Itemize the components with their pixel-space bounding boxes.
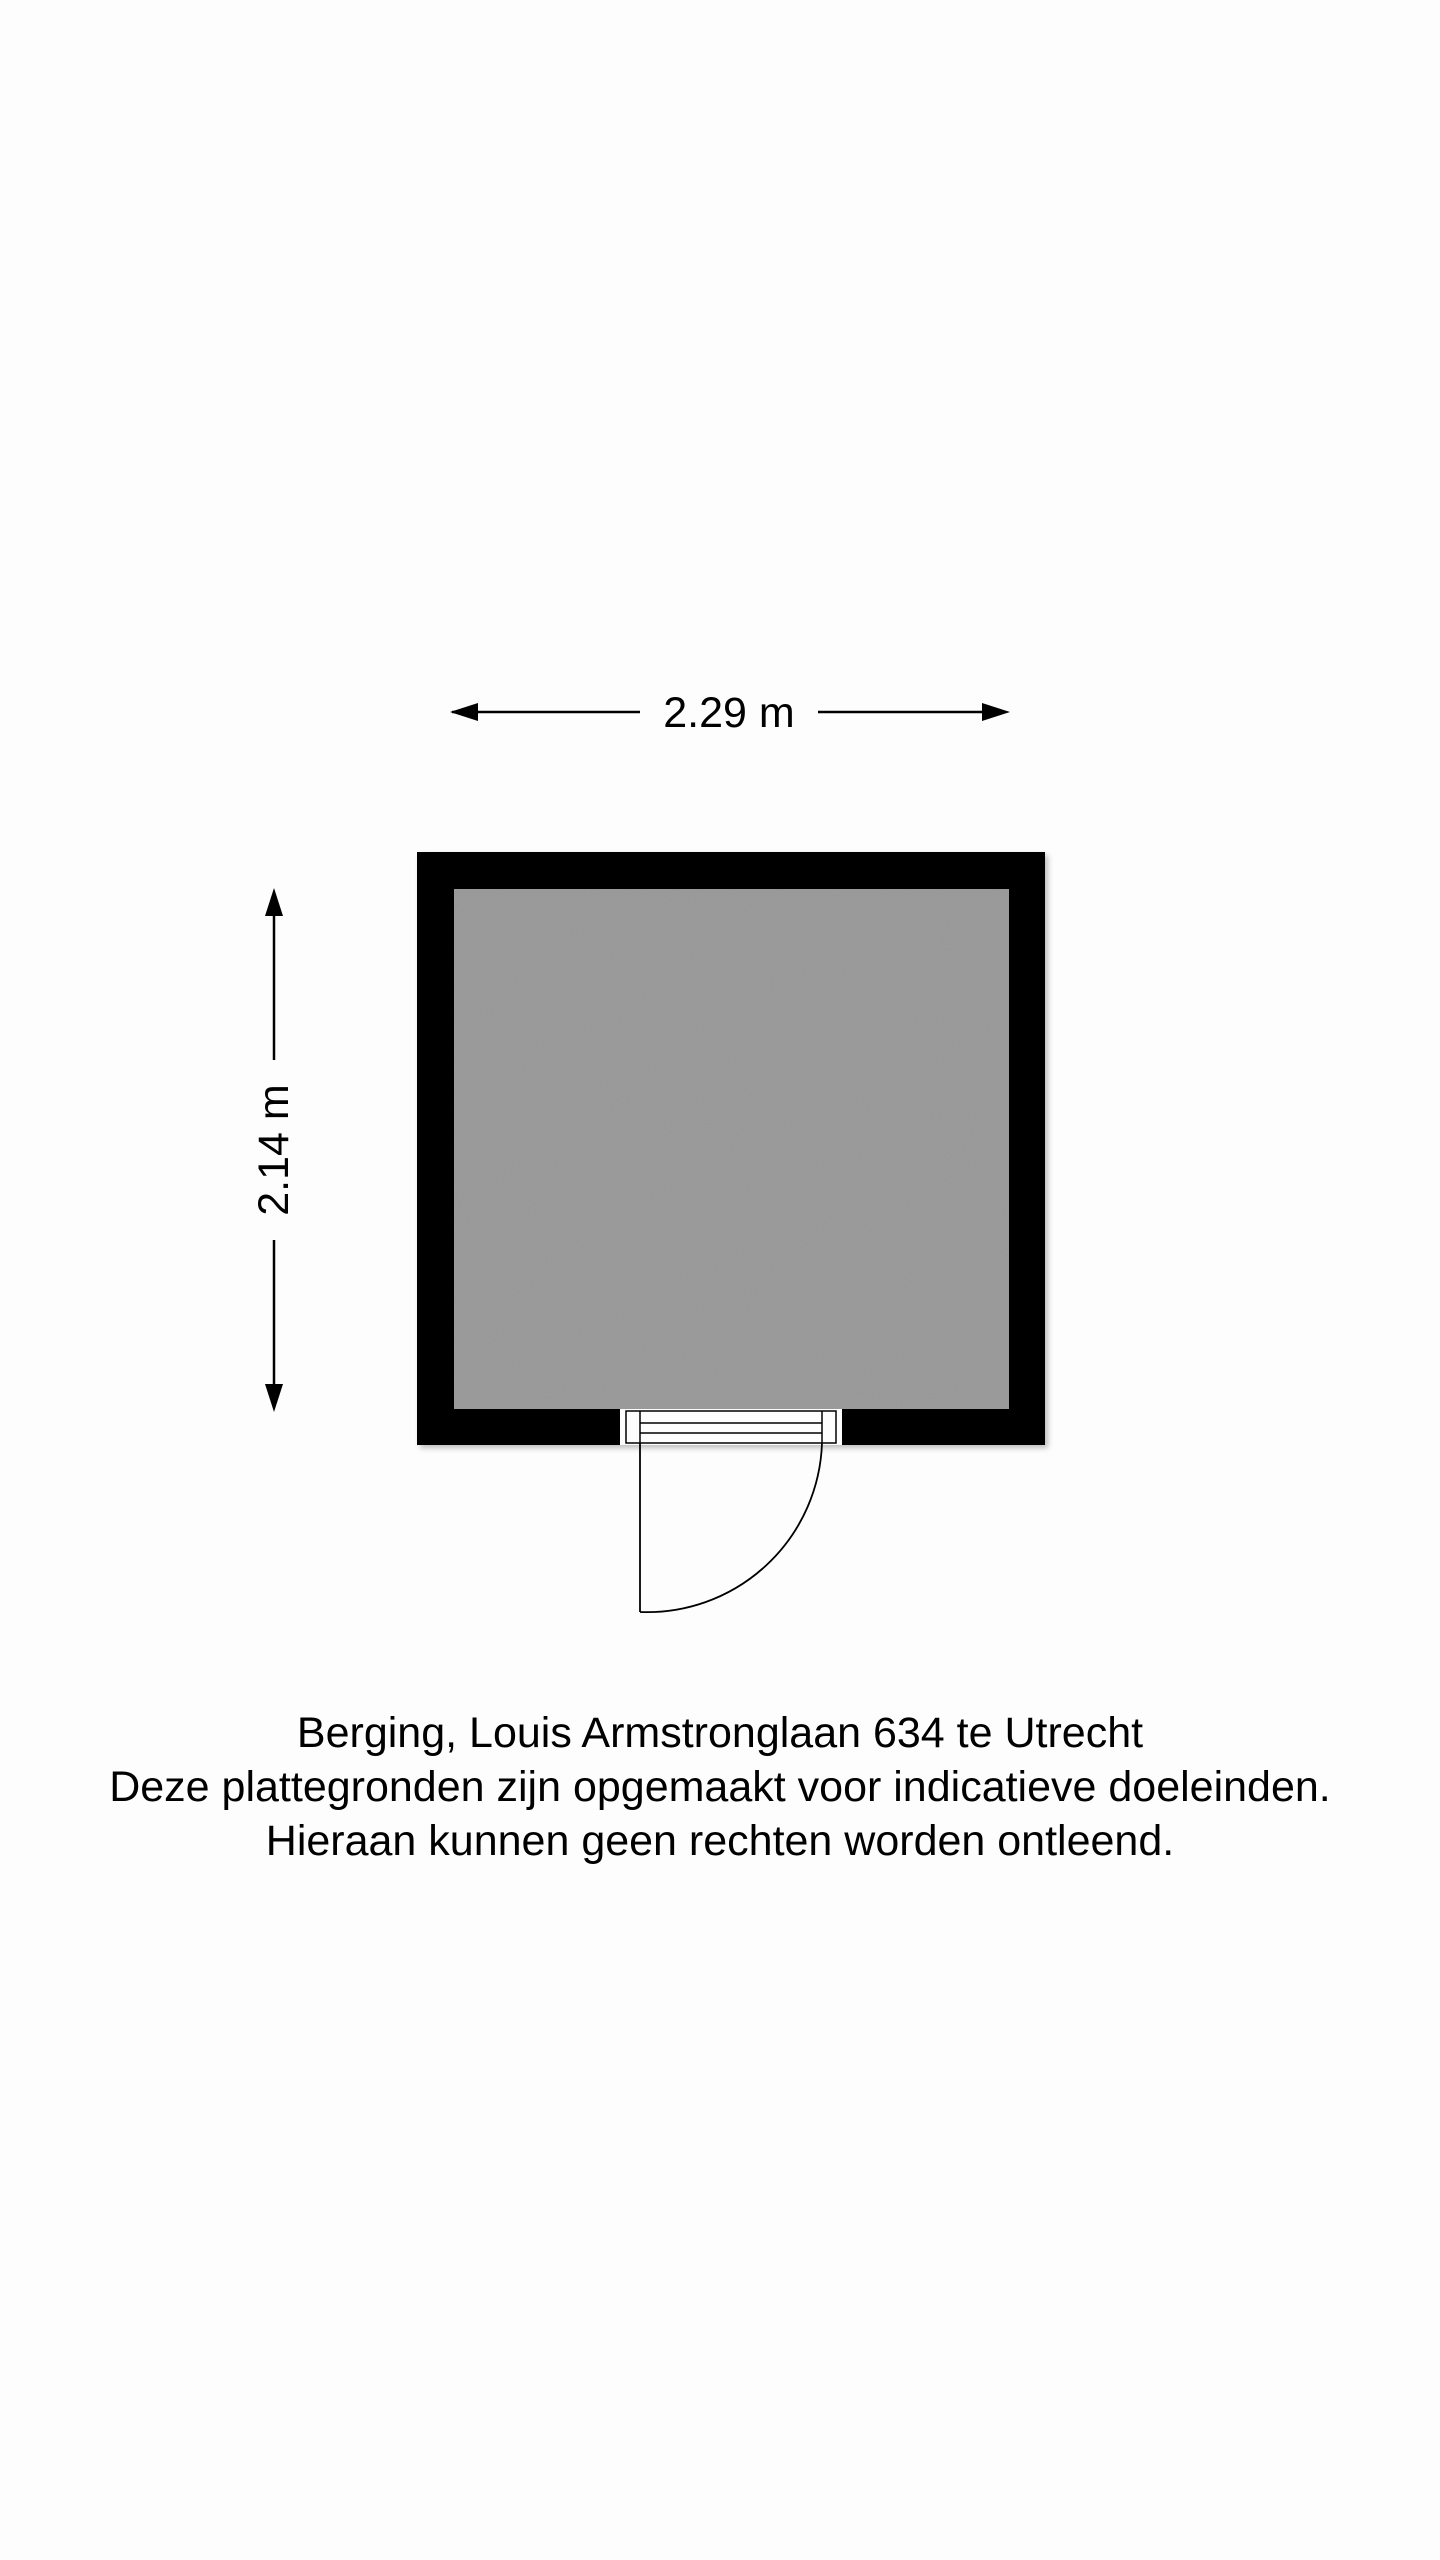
caption-legal-note: Hieraan kunnen geen rechten worden ontleend.: [265, 1817, 1175, 1865]
width-dimension: [450, 689, 1010, 737]
depth-dimension-label: 2.14 m: [250, 1084, 298, 1216]
depth-dimension: [250, 888, 298, 1412]
arrow-down-icon: [265, 1384, 283, 1412]
arrow-right-icon: [982, 703, 1010, 721]
door: [620, 1409, 842, 1612]
door-frame: [626, 1411, 836, 1443]
caption-disclaimer: Deze plattegronden zijn opgemaakt voor indicatieve doeleinden.: [109, 1763, 1331, 1811]
width-dimension-label: 2.29 m: [663, 689, 795, 737]
room-storage: [417, 852, 1048, 1448]
door-swing-arc: [640, 1443, 822, 1612]
arrow-left-icon: [450, 703, 478, 721]
caption-address: Berging, Louis Armstronglaan 634 te Utrecht: [296, 1709, 1144, 1757]
arrow-up-icon: [265, 888, 283, 916]
